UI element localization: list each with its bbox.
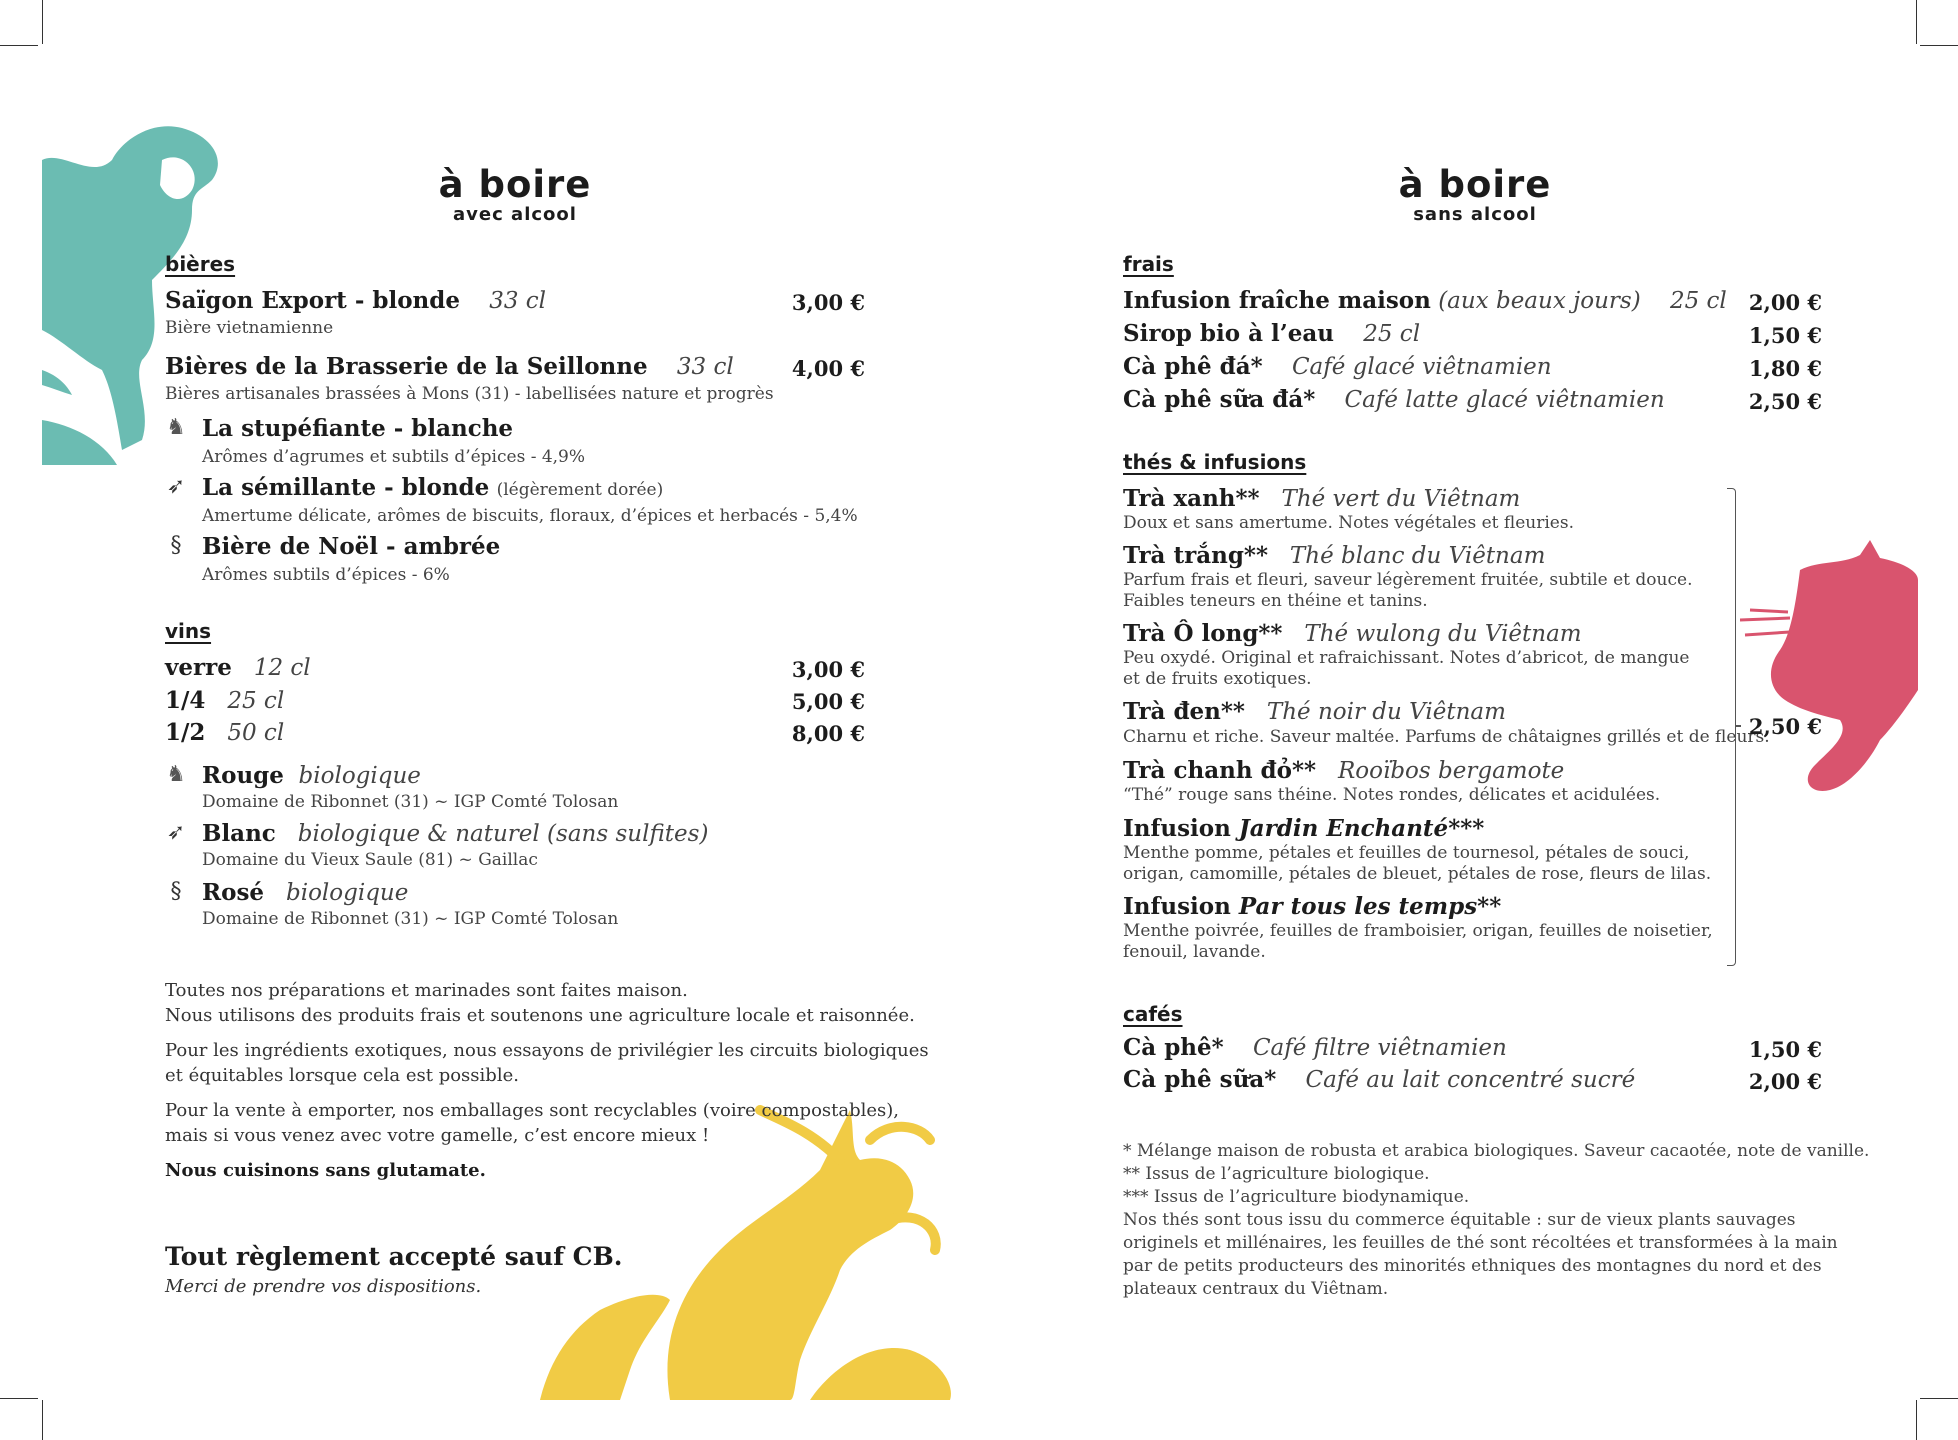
cafe-item: [1123, 1033, 1507, 1063]
item-name: Sirop bio à l’eau: [1123, 320, 1334, 347]
the-item: [1123, 484, 1520, 514]
info-text: [165, 978, 929, 1183]
item-name: Bière de Noël - ambrée: [202, 533, 501, 560]
size-label: 1/2: [165, 719, 206, 746]
the-item: [1123, 756, 1564, 786]
info-line: Toutes nos préparations et marinades sont faites maison.: [165, 980, 688, 1001]
item-volume: 25 cl: [1669, 288, 1727, 314]
monkey-icon: ♞: [166, 415, 186, 440]
section-heading-thes: thés & infusions: [1123, 450, 1307, 474]
item-desc: Domaine du Vieux Saule (81) ~ Gaillac: [202, 850, 538, 870]
left-title-sub: avec alcool: [453, 204, 577, 225]
size-volume: 50 cl: [227, 720, 285, 746]
item-extra: (aux beaux jours): [1438, 288, 1641, 314]
biere-sub-item: [202, 532, 500, 562]
footnote-line: originels et millénaires, les feuilles de thé sont récoltées et transformées à la main: [1123, 1233, 1838, 1253]
item-extra: Café au lait concentré sucré: [1305, 1067, 1636, 1093]
the-item: [1123, 892, 1501, 922]
payment-note: Merci de prendre vos dispositions.: [165, 1276, 482, 1297]
the-item: [1123, 619, 1582, 649]
cafe-item: [1123, 1065, 1635, 1095]
crop-mark: [0, 45, 38, 46]
item-name-suffix: **: [1477, 893, 1502, 920]
item-price: 8,00 €: [791, 721, 865, 746]
cat-icon: ➶: [166, 474, 186, 499]
item-name: Rosé: [202, 879, 265, 906]
item-name: Trà xanh**: [1123, 485, 1260, 512]
item-name: Infusion: [1123, 815, 1239, 842]
size-label: 1/4: [165, 687, 206, 714]
item-price: 2,00 €: [1748, 290, 1822, 315]
item-name: Blanc: [202, 820, 276, 847]
item-desc: et de fruits exotiques.: [1123, 669, 1312, 689]
frais-item: [1123, 286, 1727, 316]
footnote-line: ** Issus de l’agriculture biologique.: [1123, 1164, 1430, 1184]
section-heading-frais: frais: [1123, 252, 1174, 276]
item-desc: Menthe poivrée, feuilles de framboisier, origan, feuilles de noisetier,: [1123, 921, 1713, 941]
item-extra: (légèrement dorée): [496, 480, 664, 500]
item-desc: Domaine de Ribonnet (31) ~ IGP Comté Tolosan: [202, 909, 619, 929]
item-desc: Arômes subtils d’épices - 6%: [202, 565, 450, 585]
item-price: 1,80 €: [1748, 356, 1822, 381]
item-name: Trà trắng**: [1123, 542, 1268, 569]
right-title-main: à boire: [1398, 163, 1552, 206]
item-price: 1,50 €: [1748, 323, 1822, 348]
item-desc: Amertume délicate, arômes de biscuits, floraux, d’épices et herbacés - 5,4%: [202, 506, 858, 526]
biere-item: [165, 286, 546, 316]
item-price: 4,00 €: [791, 356, 865, 381]
crop-mark: [1916, 1400, 1917, 1440]
the-item: [1123, 541, 1545, 571]
vin-size: [165, 718, 284, 748]
footnote-line: plateaux centraux du Viêtnam.: [1123, 1279, 1389, 1299]
item-desc: Bières artisanales brassées à Mons (31) - labellisées nature et progrès: [165, 384, 774, 404]
thes-price: 2,50 €: [1748, 714, 1822, 739]
info-line: Pour les ingrédients exotiques, nous essayons de privilégier les circuits biologiques: [165, 1040, 929, 1061]
right-title: [1375, 165, 1575, 225]
vin-size: [165, 653, 311, 683]
item-extra: biologique: [298, 763, 421, 789]
item-name-italic: Jardin Enchanté: [1238, 815, 1449, 842]
item-price: 2,50 €: [1748, 389, 1822, 414]
item-desc: “Thé” rouge sans théine. Notes rondes, délicates et acidulées.: [1123, 785, 1661, 805]
footnote-line: par de petits producteurs des minorités ethniques des montagnes du nord et des: [1123, 1256, 1822, 1276]
crop-mark: [1920, 45, 1958, 46]
footnote-line: Nos thés sont tous issu du commerce équitable : sur de vieux plants sauvages: [1123, 1210, 1796, 1230]
crop-mark: [42, 0, 43, 44]
item-name: Cà phê sữa*: [1123, 1066, 1277, 1093]
item-extra: Thé noir du Viêtnam: [1266, 699, 1506, 725]
item-extra: Thé blanc du Viêtnam: [1289, 543, 1546, 569]
item-volume: 33 cl: [676, 354, 734, 380]
item-price: 3,00 €: [791, 657, 865, 682]
item-name: La sémillante - blonde: [202, 474, 490, 501]
section-heading-cafes: cafés: [1123, 1002, 1183, 1026]
info-line: Pour la vente à emporter, nos emballages sont recyclables (voire compostables),: [165, 1100, 900, 1121]
monkey-icon: ♞: [166, 762, 186, 787]
crop-mark: [1916, 0, 1917, 44]
item-name: Bières de la Brasserie de la Seillonne: [165, 353, 648, 380]
biere-sub-item: [202, 473, 663, 505]
crop-mark: [0, 1398, 38, 1399]
item-name: Cà phê sữa đá*: [1123, 386, 1316, 413]
item-desc: Domaine de Ribonnet (31) ~ IGP Comté Tolosan: [202, 792, 619, 812]
the-item: [1123, 697, 1506, 727]
footnote-line: * Mélange maison de robusta et arabica biologiques. Saveur cacaotée, note de vanille.: [1123, 1141, 1870, 1161]
item-desc: Arômes d’agrumes et subtils d’épices - 4,9%: [202, 447, 586, 467]
item-name-suffix: ***: [1448, 815, 1485, 842]
item-desc: origan, camomille, pétales de bleuet, pétales de rose, fleurs de lilas.: [1123, 864, 1712, 884]
size-volume: 25 cl: [227, 688, 285, 714]
item-volume: 33 cl: [489, 288, 547, 314]
item-name: Infusion fraîche maison: [1123, 287, 1431, 314]
item-desc: Menthe pomme, pétales et feuilles de tournesol, pétales de souci,: [1123, 843, 1690, 863]
dragon-icon: §: [170, 879, 182, 904]
item-name: Saïgon Export - blonde: [165, 287, 460, 314]
cat-icon: ➶: [166, 820, 186, 845]
item-name: La stupéfiante - blanche: [202, 415, 514, 442]
item-name: Infusion: [1123, 893, 1239, 920]
size-label: verre: [165, 654, 232, 681]
item-extra: Café glacé viêtnamien: [1291, 354, 1552, 380]
footnote-line: *** Issus de l’agriculture biodynamique.: [1123, 1187, 1470, 1207]
item-desc: Charnu et riche. Saveur maltée. Parfums de châtaignes grillés et de fleurs.: [1123, 727, 1770, 747]
size-volume: 12 cl: [253, 655, 311, 681]
item-desc: Parfum frais et fleuri, saveur légèrement fruitée, subtile et douce.: [1123, 570, 1693, 590]
payment-title: Tout règlement accepté sauf CB.: [165, 1242, 623, 1271]
item-name-italic: Par tous les temps: [1238, 893, 1478, 920]
item-name: Trà Ô long**: [1123, 620, 1283, 647]
crop-mark: [1920, 1398, 1958, 1399]
item-extra: biologique & naturel (sans sulfites): [297, 821, 709, 847]
item-name: Cà phê đá*: [1123, 353, 1263, 380]
item-extra: Thé vert du Viêtnam: [1281, 486, 1521, 512]
the-item: [1123, 814, 1484, 844]
vin-item: [202, 878, 408, 908]
info-line: et équitables lorsque cela est possible.: [165, 1065, 519, 1086]
item-desc: Bière vietnamienne: [165, 318, 334, 338]
item-volume: 25 cl: [1363, 321, 1421, 347]
biere-item: [165, 352, 734, 382]
frais-item: [1123, 319, 1420, 349]
info-line-bold: Nous cuisinons sans glutamate.: [165, 1160, 486, 1181]
info-line: mais si vous venez avec votre gamelle, c’est encore mieux !: [165, 1125, 710, 1146]
item-name: Cà phê*: [1123, 1034, 1224, 1061]
item-name: Trà đen**: [1123, 698, 1245, 725]
cat-illustration: [1740, 540, 1918, 800]
item-desc: fenouil, lavande.: [1123, 942, 1266, 962]
vin-item: [202, 761, 421, 791]
item-price: 5,00 €: [791, 689, 865, 714]
item-desc: Doux et sans amertume. Notes végétales et fleuries.: [1123, 513, 1574, 533]
info-line: Nous utilisons des produits frais et soutenons une agriculture locale et raisonnée.: [165, 1005, 915, 1026]
vin-item: [202, 819, 708, 849]
footnotes: [1123, 1140, 1869, 1301]
item-extra: biologique: [285, 880, 409, 906]
left-title: [415, 165, 615, 225]
frais-item: [1123, 385, 1665, 415]
section-heading-vins: vins: [165, 619, 212, 643]
item-name: Rouge: [202, 762, 284, 789]
biere-sub-item: [202, 414, 513, 444]
item-price: 3,00 €: [791, 290, 865, 315]
section-heading-bieres: bières: [165, 252, 236, 276]
item-price: 2,00 €: [1748, 1069, 1822, 1094]
dragon-icon: §: [170, 533, 182, 558]
item-extra: Café filtre viêtnamien: [1252, 1035, 1507, 1061]
item-extra: Café latte glacé viêtnamien: [1344, 387, 1665, 413]
left-title-main: à boire: [438, 163, 592, 206]
right-title-sub: sans alcool: [1413, 204, 1537, 225]
item-extra: Rooïbos bergamote: [1337, 758, 1565, 784]
crop-mark: [42, 1400, 43, 1440]
item-extra: Thé wulong du Viêtnam: [1304, 621, 1582, 647]
vin-size: [165, 686, 284, 716]
item-desc: Faibles teneurs en théine et tanins.: [1123, 591, 1428, 611]
item-desc: Peu oxydé. Original et rafraichissant. Notes d’abricot, de mangue: [1123, 648, 1690, 668]
frais-item: [1123, 352, 1552, 382]
item-price: 1,50 €: [1748, 1037, 1822, 1062]
item-name: Trà chanh đỏ**: [1123, 757, 1317, 784]
